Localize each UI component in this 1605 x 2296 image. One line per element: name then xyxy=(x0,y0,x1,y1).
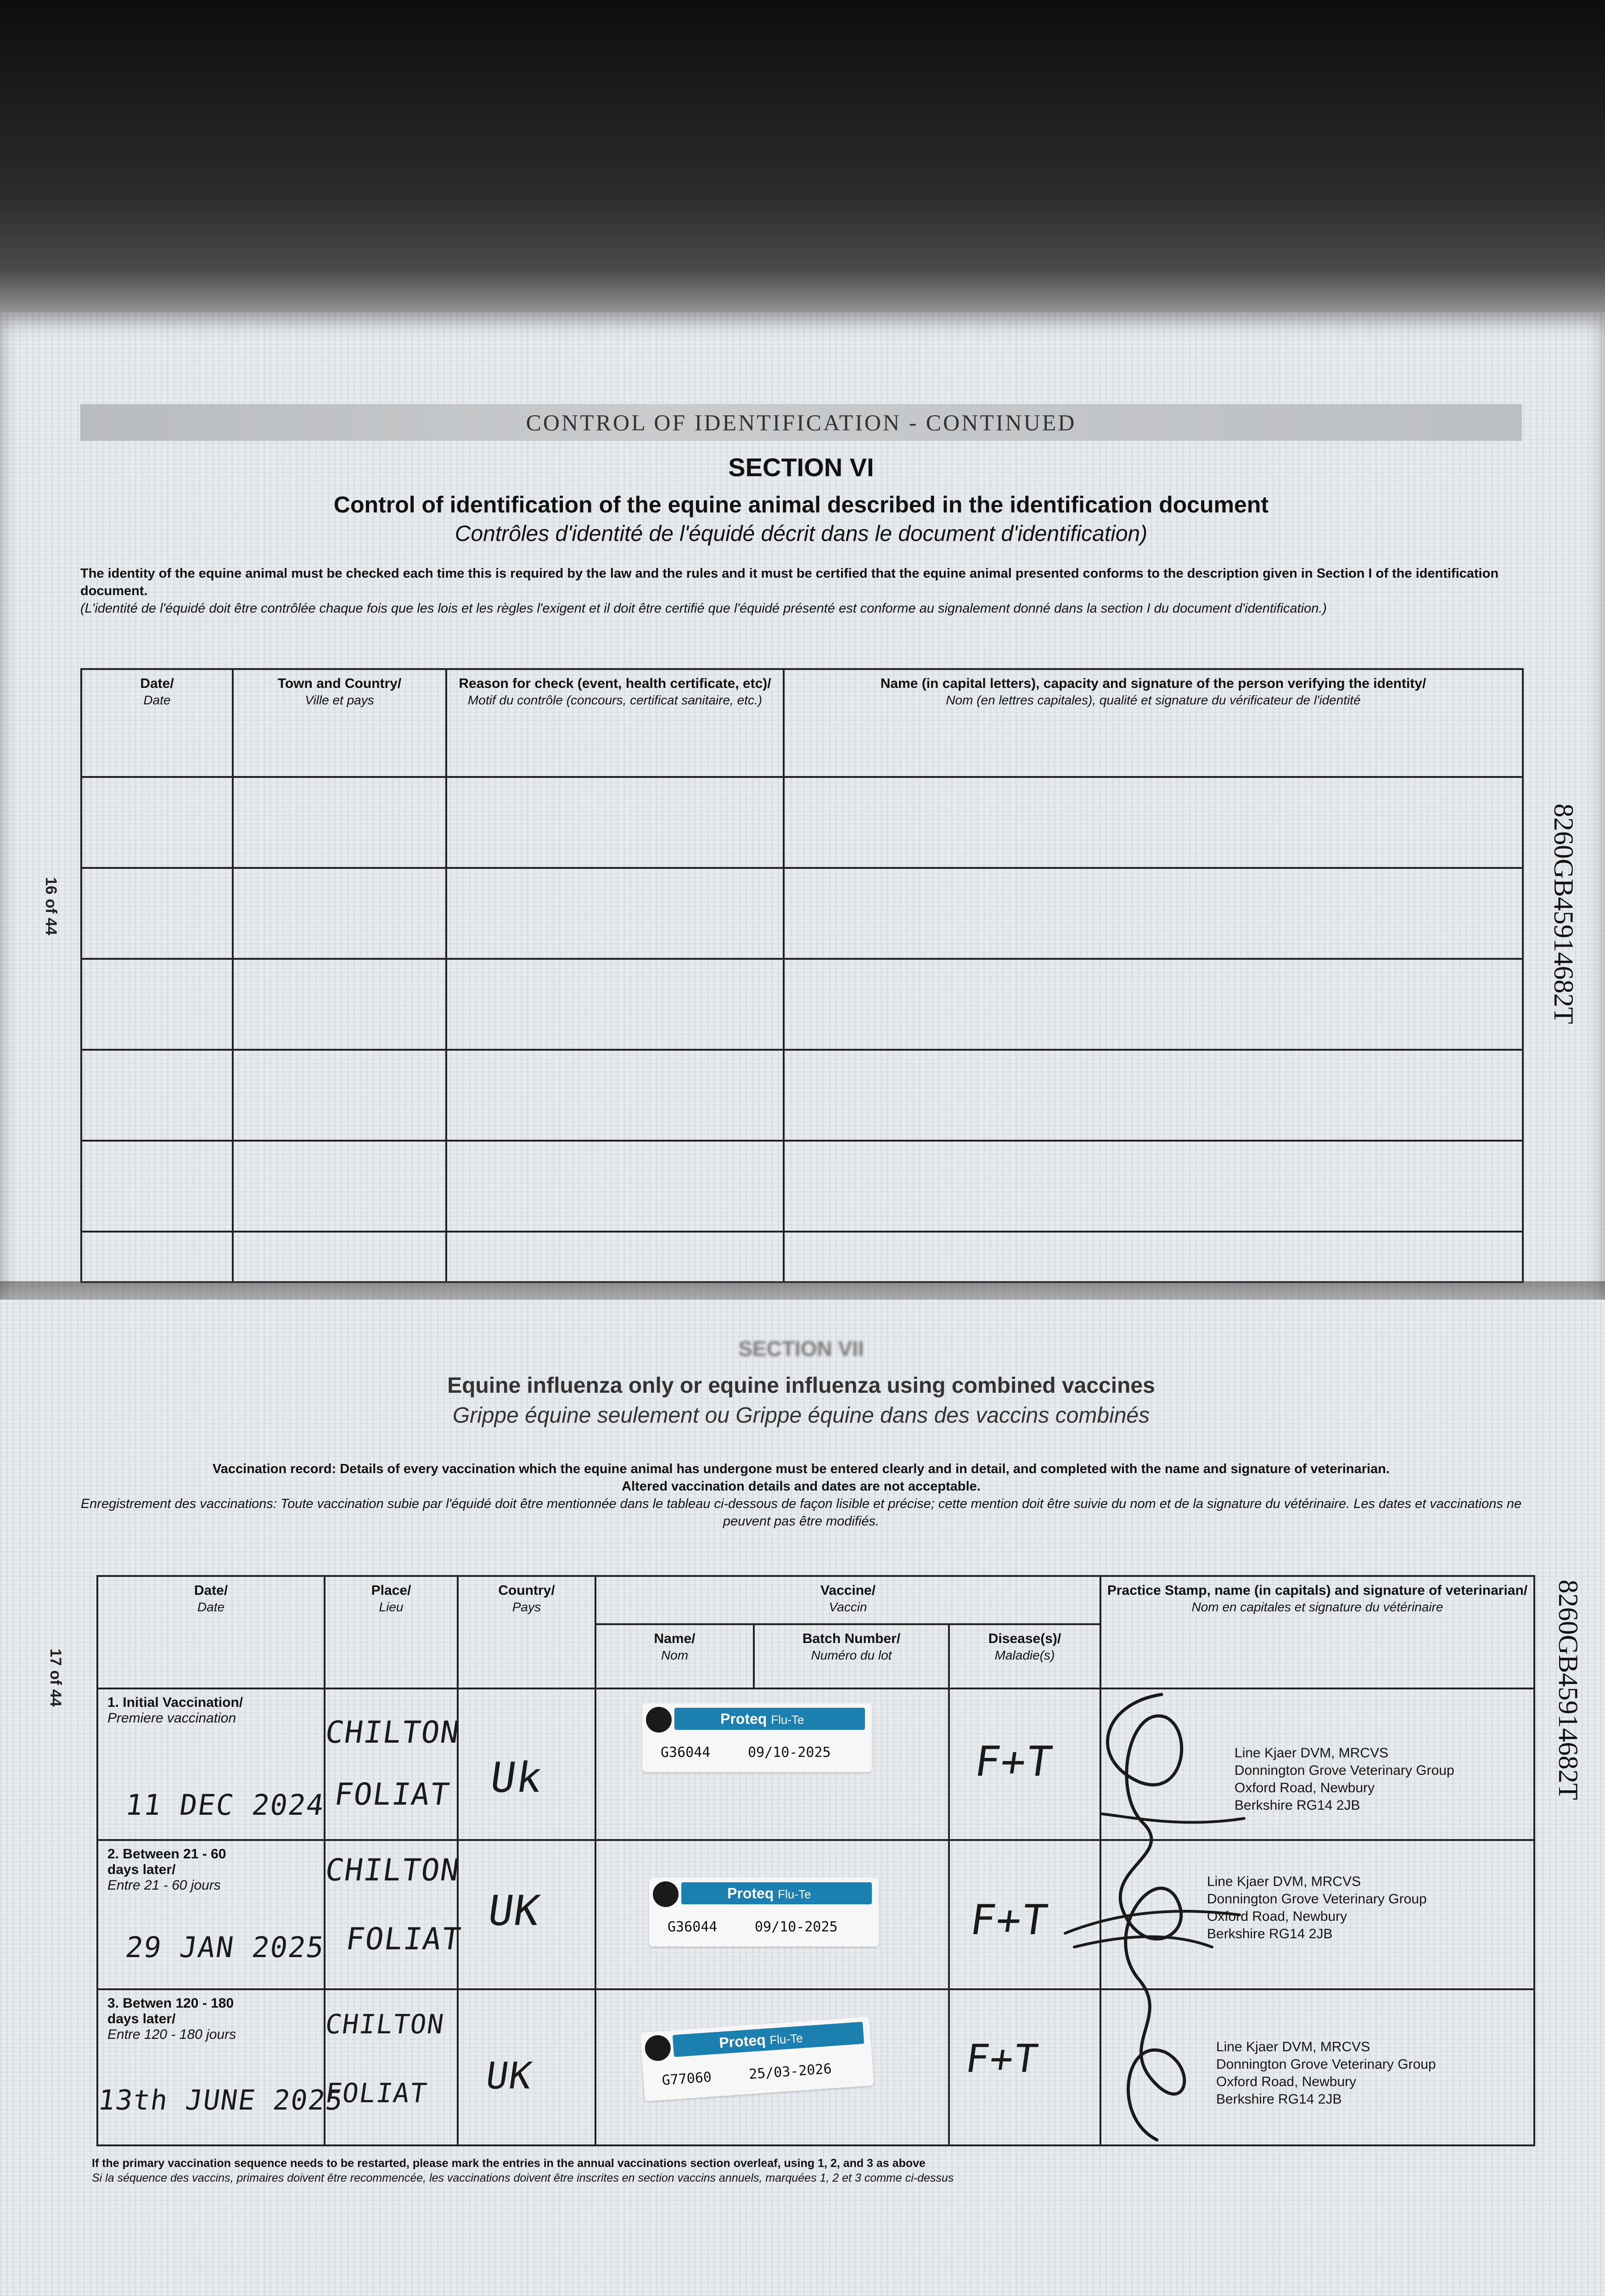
passport-id-lower: 8260GB45914682T xyxy=(1553,1580,1583,1800)
footnote-en: If the primary vaccination sequence needs to be restarted, please mark the entries in the annual vaccinations section overleaf, using 1, 2, and 3 as above xyxy=(92,2157,926,2170)
instructions xyxy=(80,565,1522,617)
col-vac-date: Date/ Date xyxy=(97,1576,325,1688)
instructions-fr: (L'identité de l'équidé doit être contrôlée chaque fois que les lois et les règles l'exigent et il doit être certifié que l'équidé présenté est conforme au signalement donné dans la section I du document d'identification.) xyxy=(80,601,1327,616)
practice-stamp: Line Kjaer DVM, MRCVS Donnington Grove Veterinary Group Oxford Road, Newbury Berkshire RG14 2JB xyxy=(1216,2039,1436,2107)
practice-stamp: Line Kjaer DVM, MRCVS Donnington Grove Veterinary Group Oxford Road, Newbury Berkshire RG14 2JB xyxy=(1235,1745,1454,1813)
footnote xyxy=(92,2156,954,2185)
passport-id-upper: 8260GB45914682T xyxy=(1549,804,1579,1024)
vac-disease-cell[interactable]: F+T xyxy=(949,1989,1100,2145)
vaccine-sticker: Proteq Flu-Te G77060 25/03-2026 xyxy=(640,2017,874,2102)
lower-title-fr: Grippe équine seulement ou Grippe équine dans des vaccins combinés xyxy=(452,1403,1150,1428)
table-row xyxy=(81,1232,1523,1282)
table-row xyxy=(81,777,1523,868)
vac-label-cell[interactable] xyxy=(595,1688,949,1840)
vaccine-sticker: Proteq Flu-Te G36044 09/10-2025 xyxy=(649,1878,879,1947)
section-title: SECTION VI xyxy=(728,453,874,482)
col-vac-country: Country/ Pays xyxy=(458,1576,595,1688)
col-vac-place: Place/ Lieu xyxy=(325,1576,458,1688)
page-number-upper: 16 of 44 xyxy=(42,877,60,935)
col-vaccine-name: Name/ Nom xyxy=(595,1624,754,1688)
vaccination-instructions xyxy=(80,1460,1522,1530)
vac-place-cell[interactable]: CHILTON FOLIAT xyxy=(325,1840,458,1989)
section-header-bar: CONTROL OF IDENTIFICATION - CONTINUED xyxy=(80,404,1522,441)
scan-background xyxy=(0,0,1605,317)
vaccination-instructions-en: Vaccination record: Details of every vaccination which the equine animal has undergone must be entered clearly and in detail, and completed with the name and signature of veterinarian. xyxy=(213,1462,1390,1476)
vac-date-handwritten: 29 JAN 2025 xyxy=(123,1930,327,1964)
vaccination-row-3 xyxy=(97,1989,1534,2145)
vaccination-row-1 xyxy=(97,1688,1534,1840)
vac-date-cell[interactable]: 2. Between 21 - 60 days later/ Entre 21 - 60 jours 29 JAN 2025 xyxy=(97,1840,325,1989)
veterinarian-signature xyxy=(1047,1676,1276,2163)
footnote-fr: Si la séquence des vaccins, primaires doivent être recommencée, les vaccinations doivent être inscrites en section vaccins annuels, marquées 1, 2 et 3 comme ci-dessus xyxy=(92,2172,954,2184)
col-town-country: Town and Country/ Ville et pays xyxy=(233,669,446,777)
vac-country-cell[interactable]: UK xyxy=(458,1989,595,2145)
vac-date-cell[interactable]: 1. Initial Vaccination/ Premiere vaccination 11 DEC 2024 xyxy=(97,1688,325,1840)
col-batch-number: Batch Number/ Numéro du lot xyxy=(754,1624,949,1688)
msd-logo-icon xyxy=(653,1881,679,1907)
vaccination-table xyxy=(96,1575,1535,2146)
page-title: Control of identification of the equine animal described in the identification document xyxy=(333,492,1269,518)
col-vaccine: Vaccine/ Vaccin xyxy=(595,1576,1100,1624)
vac-place-cell[interactable]: CHILTON FOLIAT xyxy=(325,1989,458,2145)
col-reason: Reason for check (event, health certificate, etc)/ Motif du contrôle (concours, certificat sanitaire, etc.) xyxy=(446,669,784,777)
page-number-lower: 17 of 44 xyxy=(47,1649,64,1707)
col-disease: Disease(s)/ Maladie(s) xyxy=(949,1624,1100,1688)
msd-logo-icon xyxy=(646,1707,672,1733)
practice-stamp: Line Kjaer DVM, MRCVS Donnington Grove Veterinary Group Oxford Road, Newbury Berkshire RG14 2JB xyxy=(1207,1874,1427,1941)
table-row xyxy=(81,868,1523,959)
table-row xyxy=(81,959,1523,1050)
section-title-lower: SECTION VII xyxy=(738,1337,864,1361)
vac-date-handwritten: 13th JUNE 2025 xyxy=(96,2084,346,2116)
col-date: Date/ Date xyxy=(81,669,233,777)
col-verifier: Name (in capital letters), capacity and signature of the person verifying the identity/ Nom (en lettres capitales), qualité et signature du vérificateur de l'identité xyxy=(784,669,1523,777)
vac-date-handwritten: 11 DEC 2024 xyxy=(123,1788,327,1822)
vac-disease-cell[interactable]: F+T xyxy=(949,1840,1100,1989)
vaccination-instructions-en2: Altered vaccination details and dates are not acceptable. xyxy=(622,1479,981,1494)
lower-title: Equine influenza only or equine influenza using combined vaccines xyxy=(447,1373,1155,1398)
msd-logo-icon xyxy=(644,2034,672,2062)
vac-country-cell[interactable]: UK xyxy=(458,1840,595,1989)
vac-label-cell[interactable] xyxy=(595,1989,949,2145)
vac-date-cell[interactable]: 3. Betwen 120 - 180 days later/ Entre 120 - 180 jours 13th JUNE 2025 xyxy=(97,1989,325,2145)
vaccine-sticker: Proteq Flu-Te G36044 09/10-2025 xyxy=(642,1703,872,1772)
vac-label-cell[interactable] xyxy=(595,1840,949,1989)
col-practice-stamp: Practice Stamp, name (in capitals) and signature of veterinarian/ Nom en capitales et signature du vétérinaire xyxy=(1100,1576,1534,1688)
instructions-en: The identity of the equine animal must be checked each time this is required by the law and the rules and it must be certified that the equine animal presented conforms to the description given in Section I of the identification document. xyxy=(80,566,1499,598)
vac-country-cell[interactable]: Uk xyxy=(458,1688,595,1840)
vaccination-row-2 xyxy=(97,1840,1534,1989)
vac-place-cell[interactable]: CHILTON FOLIAT xyxy=(325,1688,458,1840)
table-row xyxy=(81,1141,1523,1232)
vaccination-instructions-fr: Enregistrement des vaccinations: Toute vaccination subie par l'équidé doit être mentionnée dans le tableau ci-dessous de façon lisible et précise; cette mention doit être suivie du nom et de la signature du vétérinaire. Les dates et vaccinations ne peuvent pas être modifiés. xyxy=(80,1497,1522,1529)
page-title-fr: Contrôles d'identité de l'équidé décrit dans le document d'identification) xyxy=(455,522,1148,546)
identification-table xyxy=(80,668,1524,1283)
vac-disease-cell[interactable]: F+T xyxy=(949,1688,1100,1840)
table-row xyxy=(81,1050,1523,1141)
